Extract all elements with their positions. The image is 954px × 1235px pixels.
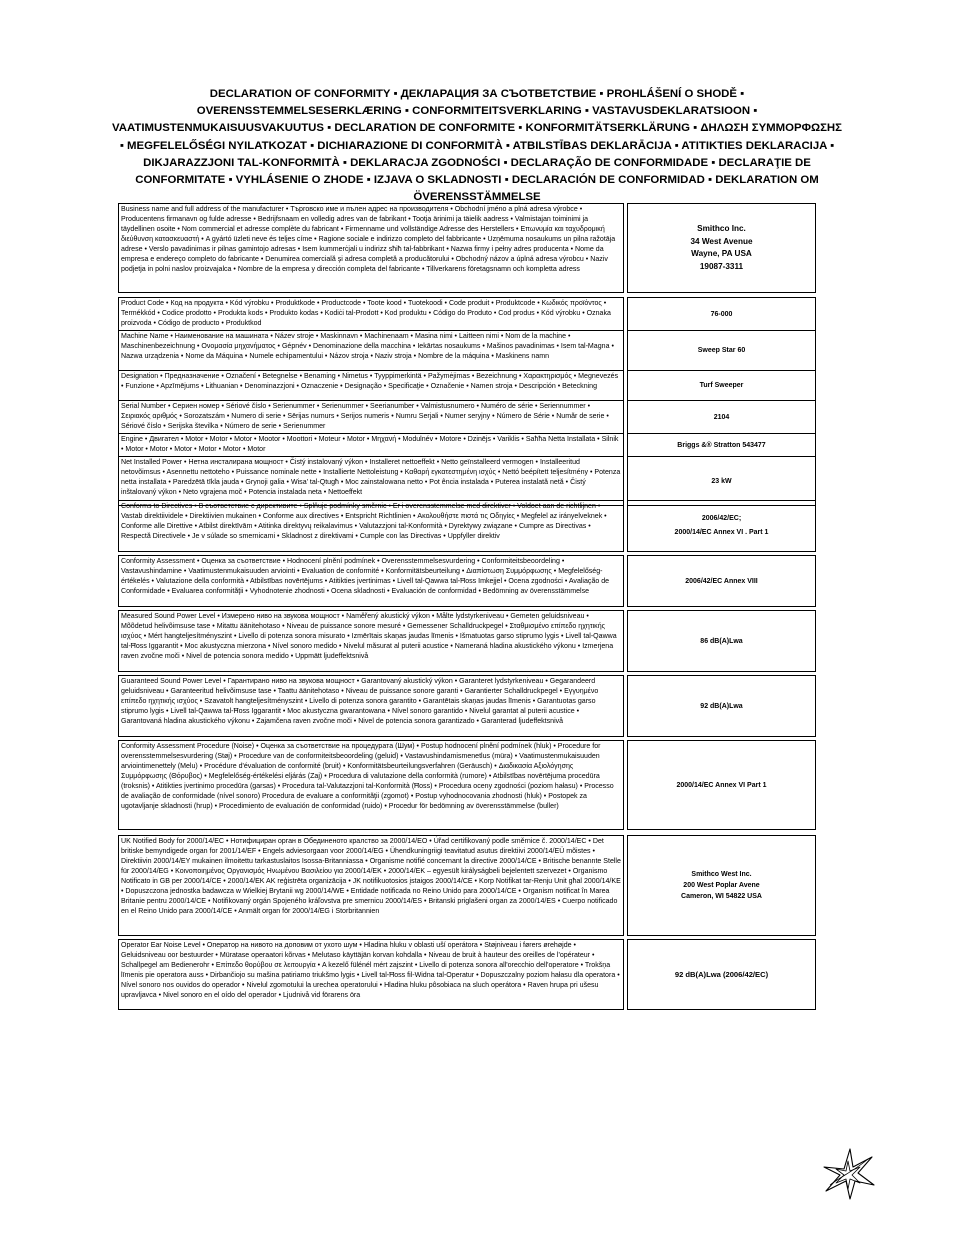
net-power-value: 23 kW	[628, 457, 816, 506]
directives-value	[628, 501, 816, 552]
ear-noise-table	[118, 939, 816, 1010]
document-title: DECLARATION OF CONFORMITY ▪ ДЕКЛАРАЦИЯ ЗА СЪОТВЕТСТВИЕ ▪ PROHLÁŠENÍ O SHODĚ ▪ OVERENSSTEMMELSESERKLÆRING ▪ CONFORMITEITSVERKLARING ▪ VASTAVUSDEKLARATSIOON ▪ VAATIMUSTENMUKAISUUSVAKUUTUS ▪ DECLARATION DE CONFORMITE ▪ KONFORMITÄTSERKLÄRUNG ▪ ΔΗΛΩΣΗ ΣΥΜΜΟΡΦΩΣΗΣ ▪ MEGFELELŐSÉGI NYILATKOZAT ▪ DICHIARAZIONE DI CONFORMITÀ ▪ ATBILSTĪBAS DEKLARĀCIJA ▪ ATITIKTIES DEKLARACIJA ▪ DIKJARAZZJONI TAL-KONFORMITÀ ▪ DEKLARACJA ZGODNOŚCI ▪ DECLARAÇÃO DE CONFORMIDADE ▪ DECLARAŢIE DE CONFORMITATE ▪ VYHLÁSENIE O ZHODE ▪ IZJAVA O SKLADNOSTI ▪ DECLARACIÓN DE CONFORMIDAD ▪ DEKLARATION OM ÖVERENSSTÄMMELSE	[112, 88, 842, 204]
guaranteed-sound-label: Guaranteed Sound Power Level • Гарантирано ниво на звукова мощност • Garantovaný akustický výkon • Garanteret lydstyrkeniveau • Gegarandeerd geluidsniveau • Garanteeritud helivõimsuse tase • Taattu äänitehotaso • Niveau de puissance sonore garanti • Garantierter Schalldruckpegel • Εγγυημένο επίπεδο ηχητικής ισχύος • Szavatolt hangteljesítményszint • Livello di potenza sonora garantito • Garantētais skaņas jaudas līmenis • Garantuotas garso stiprumo lygis • Livell tal-Qawwa tal-Ħoss Iggarantit • Moc akustyczna gwarantowana • Nível sonoro garantido • Nivelul garantat al puterii acustice • Garantovaná hladina akustického výkonu • Zajamčena raven zvočne moči • Nivel de potencia sonora garantizado • Garanterad ljudeffektsnivå	[119, 676, 624, 737]
manufacturer-table	[118, 203, 816, 293]
measured-sound-label: Measured Sound Power Level • Измерено ниво на звукова мощност • Naměřený akustický výkon • Målte lydstyrkeniveau • Gemeten geluidsniveau • Mõõdetud helivõimsuse tase • Mitattu äänitehotaso • Niveau de puissance sonore mesuré • Gemessener Schalldruckpegel • Σταθμισμένο επίπεδο ηχητικής ισχύος • Mért hangteljesítményszint • Livello di potenza sonora misurato • Izmērītais skaņas jaudas līmenis • Išmatuotas garso stiprumo lygis • Livell tal-Qawwa tal-Ħoss Iggarantit • Moc akustyczna mierzona • Nível sonoro medido • Nivelul măsurat al puterii acustice • Nameraná hladina akustického výkonu • Izmerjena raven zvočne moči • Nivel de potencia sonora medido • Uppmätt ljudeffektsnivå	[119, 611, 624, 672]
designation-label: Designation • Предназначение • Označení • Betegnelse • Benaming • Nimetus • Tyyppimerkintä • Pažymėjimas • Bezeichnung • Χαρακτηρισμός • Megnevezés • Funzione • Apzīmējums • Lithuanian • Denominazzjoni • Oznaczenie • Designação • Specificaţie • Označenie • Namen stroja • Descripción • Beteckning	[119, 371, 624, 401]
serial-number-label: Serial Number • Сериен номер • Sériové číslo • Serienummer • Serienummer • Seerianumber • Valmistusnumero • Numéro de série • Seriennummer • Σειριακός αριθμός • Sorozatszám • Numero di serie • Sērijas numurs • Serijos numeris • Numru Serjali • Numer seryjny • Número de Série • Număr de serie • Sériové číslo • Serijska številka • Número de serie • Serienummer	[119, 401, 624, 434]
designation-value: Turf Sweeper	[628, 371, 816, 401]
guaranteed-sound-table	[118, 675, 816, 737]
conformity-assessment-label: Conformity Assessment • Оценка за съответствие • Hodnocení plnění podmínek • Overensstemmelsesvurdering • Conformiteitsbeoordeling • Vastavushindamine • Vaatimustenmukaisuuden arviointi • Evaluation de conformité • Konformitätsbeurteilung • Διαπίστωση Συμμόρφωσης • Megfelelőség-értékelés • Valutazione della conformità • Atbilstības novērtējums • Atitikties įvertinimas • Livell tal-Qawwa tal-Ħoss Imkejjel • Ocena zgodności • Avaliação de Conformidade • Evaluarea conformităţii • Vyhodnotenie zhodnosti • Ocena skladnosti • Evaluación de conformidad • Bedömning av överensstämmelse	[119, 556, 624, 607]
notified-body-table	[118, 835, 816, 936]
product-table	[118, 297, 816, 506]
net-power-label: Net Installed Power • Нетна инсталирана мощност • Čistý instalovaný výkon • Installeret nettoeffekt • Netto geïnstalleerd vermogen • Installeeritud netovõimsus • Asennettu nettoteho • Puissance nominale nette • Installierte Nettoleistung • Καθαρή εγκατεστημένη ισχύς • Nettó beépített teljesítmény • Potenza netta installata • Paredzētā tīkla jauda • Grynoji galia • Wisa' tal-Qtugħ • Moc zainstalowana netto • Pot ência instalada • Puterea instalată netă • Čistý inštalovaný výkon • Neto vgrajena moč • Potencia instalada neta • Nettoeffekt	[119, 457, 624, 506]
directive-line: 2006/42/EC;	[701, 515, 742, 522]
noise-procedure-table	[118, 740, 816, 830]
address-line: 200 West Poplar Avene	[683, 882, 760, 889]
notified-body-label: UK Notified Body for 2000/14/EC • Нотифициран орган в Обединеното кралство за 2000/14/EO • Úřad certifikovaný podle směrnice č. 2000/14/EC • Det britiske bemyndigede organ for 2001/14/EF • Engels adviesorgaan voor 2000/14/EG • Ühendkuningriigi teavitatud asutus direktiivi 2000/14/EÜ mõistes • Direktiivin 2000/14/EY mukainen ilmoitettu tarkastuslaitos Isossa-Britanniassa • Organisme notifié concernant la directive 2000/14/CE • Britische benannte Stelle für 2000/14/EG • Κοινοποιημένος Οργανισμός Ηνωμένου Βασιλείου για 2000/14/ΕΚ • 2000/14/EK – egyesült királyságbeli bejelentett szervezet • Organismo Notificato in GB per 2000/14/CE • 2000/14/EK AK reģistrēta organizācija • JK notifikuotosios įstaigos 2000/14/CE • Korp Notifikat tar-Renju Unit għal 2000/14/KE • Dopuszczona jednostka badawcza w Wielkiej Brytanii wg 2000/14/WE • Entidade notificada no Reino Unido para 2000/14/CE • Organism notificat în Marea Britanie pentru 2000/14/CE • Notifikovaný orgán Spojeného kráľovstva pre smernicu 2000/14/ES • Britanski priglašeni organ za 2000/14/ES • Cuerpo notificado en el Reino Unido para 2000/14/CE • Anmält organ för 2000/14/EG i Storbritannien	[119, 836, 624, 936]
manufacturer-address	[628, 204, 816, 293]
ear-noise-value: 92 dB(A)Lwa (2006/42/EC)	[628, 940, 816, 1010]
address-line: Smithco Inc.	[697, 224, 746, 233]
noise-procedure-value: 2000/14/EC Annex VI Part 1	[628, 741, 816, 830]
smithco-star-logo-icon	[820, 1145, 876, 1201]
serial-number-value: 2104	[628, 401, 816, 434]
guaranteed-sound-value: 92 dB(A)Lwa	[628, 676, 816, 737]
ear-noise-label: Operator Ear Noise Level • Оператор на нивото на доповим от ухото шум • Hladina hluku v oblasti uší operátora • Støjniveau i førers ørehøjde • Geluidsniveau oor bestuurder • Müratase operaatori kõrvas • Melutaso käyttäjän korvan kohdalla • Niveau de bruit à hauteur des oreilles de l'opérateur • Schallpegel am Bedienerohr • Επίπεδο θορύβου σε λειτουργία • A kezelő fülénél mért zajszint • Livello di potenza sonora all'orecchio dell'operatore • Trokšņa līmenis pie operatora auss • Dirbančiojo su mašina patiriamo triukšmo lygis • Livell tal-Ħoss fil-Widna tal-Operatur • Dopuszczalny poziom hałasu dla operatora • Nível sonoro nos ouvidos do operador • Nivelul zgomotului la urechea operatorului • Hladina hluku pôsobiaca na sluch operátora • Raven hrupa pri ušesu upravljavca • Nivel sonoro en el oído del operador • Ljudnivå vid förarens öra	[119, 940, 624, 1010]
directives-label: Conforms to Directives • В съответствие с директивите • Splňuje podmínky směrnic • Er i overensstemmelse med direktiver • Voldoet aan de richtlijnen • Vastab direktiividele • Direktiivien mukainen • Conforme aux directives • Entspricht Richtlinien • Ακολουθήστε πιστά τις Οδηγίες • Megfelel az irányelveknek • Conforme alle Direttive • Atbilst direktīvām • Atitinka direktyvų reikalavimus • Valutazzjoni tal-Konformità • Dyrektywy związane • Cumpre as Directivas • Respectă Directivele • Je v súlade so smernicami • Skladnost z direktivami • Cumple con las Directivas • Uppfyller direktiv	[119, 501, 624, 552]
measured-sound-value: 86 dB(A)Lwa	[628, 611, 816, 672]
directives-table	[118, 500, 816, 552]
address-line: Cameron, WI 54822 USA	[681, 893, 762, 900]
address-line: Smithco West Inc.	[691, 871, 752, 878]
directive-line: 2000/14/EC Annex VI . Part 1	[674, 529, 769, 536]
address-line: Wayne, PA USA	[691, 249, 752, 258]
machine-name-label: Machine Name • Наименование на машината • Název stroje • Maskinnavn • Machinenaam • Masina nimi • Laitteen nimi • Nom de la machine • Maschinenbezeichnung • Ονομασία μηχανήματος • Gépnév • Denominazione della macchina • Iekārtas nosaukums • Mašinos pavadinimas • Isem tal-Magna • Nazwa urządzenia • Nome da Máquina • Numele echipamentului • Názov stroja • Naziv stroja • Nombre de la máquina • Maskinens namn	[119, 331, 624, 371]
address-line: 19087-3311	[699, 261, 744, 271]
noise-procedure-label: Conformity Assessment Procedure (Noise) • Оценка за съответствие на процедурата (Шум) • Postup hodnocení plnění podmínek (hluk) • Procedure for overensstemmelsesvurdering (Støj) • Procedure van de conformiteitsbeoordeling (geluid) • Vastavushindamismenetlus (müra) • Vaatimustenmukaisuuden arviointimenettely (Melu) • Procédure d'évaluation de conformité (bruit) • Konformitätsbeurteilungsverfahren (Geräusch) • Διαδικασία Αξιολόγησης Συμμόρφωσης (Θόρυβος) • Megfelelőség-értékelési eljárás (Zaj) • Procedura di valutazione della conformità (rumore) • Atbilstības novērtējuma procedūra (troksnis) • Atitikties įvertinimo procedūra (garsas) • Procedura tal-Valutazzjoni tal-Konformità (Ħoss) • Procedura oceny zgodności (poziom hałasu) • Processo de avaliação de conformidade (nível sonoro) Procedura de evaluare a conformităţii (zgomot) • Postup vyhodnocovania zhodnosti (hluk) • Postopek za ugotavljanje skladnosti (hrup) • Procedimiento de evaluación de conformidad (ruido) • Procedur för bedömning av överensstämmelse (buller)	[119, 741, 624, 830]
measured-sound-table	[118, 610, 816, 672]
product-code-value: 76-000	[628, 298, 816, 331]
engine-label: Engine • Двигател • Motor • Motor • Motor • Mootor • Moottori • Moteur • Motor • Μηχανή • Modulnév • Motore • Dzinējs • Variklis • Saħħa Netta Installata • Silnik • Motor • Motor • Motor • Motor • Motor • Motor	[119, 434, 624, 457]
conformity-assessment-table	[118, 555, 816, 607]
machine-name-value: Sweep Star 60	[628, 331, 816, 371]
manufacturer-label: Business name and full address of the manufacturer • Търговско име и пълен адрес на производителя • Obchodní jméno a plná adresa výrobce • Producentens firmanavn og fulde adresse • Bedrijfsnaam en volledig adres van de fabrikant • Tootja ärinimi ja täielik aadress • Valmistajan toiminimi ja täydellinen osoite • Nom commercial et adresse complète du fabricant • Firmenname und vollständige Adresse des Herstellers • Επωνυμία και ταχυδρομική διεύθυνση κατασκευαστή • A gyártó üzleti neve és teljes címe • Ragione sociale e indirizzo completo del fabbricante • Uzņēmuma nosaukums un pilna ražotāja adrese • Verslo pavadinimas ir pilnas gamintojo adresas • Isem kummerċjali u indirizz sħiħ tal-fabbrikant • Nazwa firmy i pełny adres producenta • Nome da empresa e endereço completo do fabricante • Denumirea comercială şi adresa completă a producătorului • Obchodný názov a úplná adresa výrobcu • Naziv podjetja in polni naslov proizvajalca • Nombre de la empresa y dirección completa del fabricante • Tillverkarens företagsnamn och kompletta adress	[119, 204, 624, 293]
address-line: 34 West Avenue	[690, 236, 753, 246]
product-code-label: Product Code • Код на продукта • Kód výrobku • Produktkode • Productcode • Toote kood • Tuotekoodi • Code produit • Produktcode • Κωδικός προϊόντος • Termékkód • Codice prodotto • Produkta kods • Produkto kodas • Kodiċi tal-Prodott • Kod produktu • Código do Produto • Cod produs • Kód výrobku • Oznaka proizvoda • Código de producto • Produktkod	[119, 298, 624, 331]
notified-body-address	[628, 836, 816, 936]
conformity-assessment-value: 2006/42/EC Annex VIII	[628, 556, 816, 607]
engine-value: Briggs &® Stratton 543477	[628, 434, 816, 457]
